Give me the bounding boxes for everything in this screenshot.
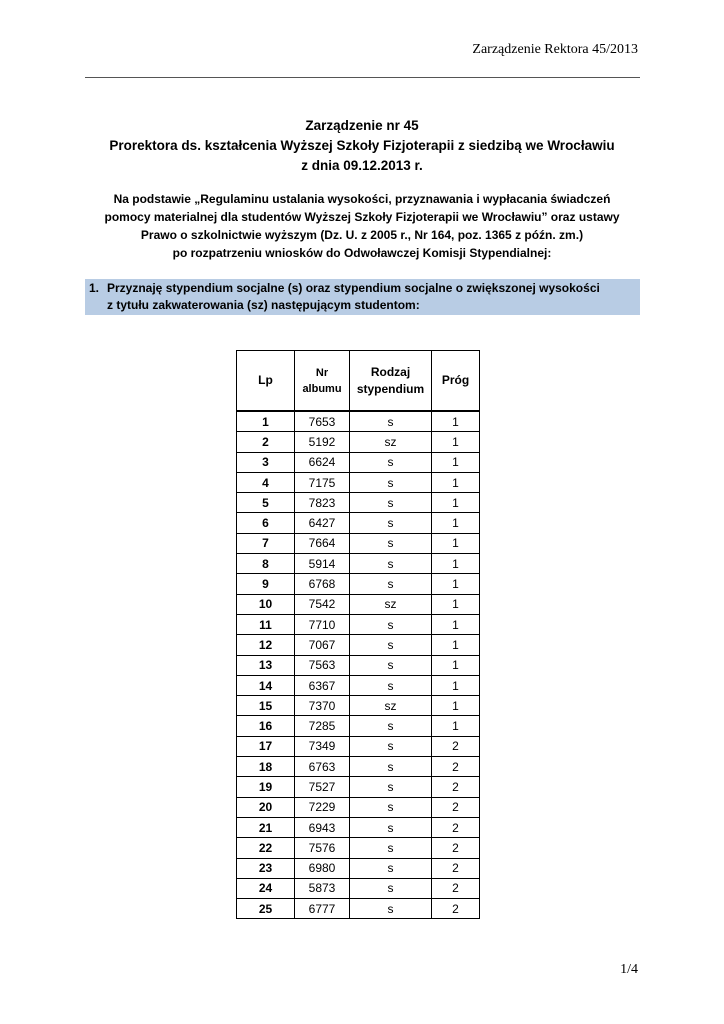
cell-prog: 1 — [432, 696, 480, 716]
title-line-3: z dnia 09.12.2013 r. — [301, 158, 423, 173]
legal-basis — [0, 190, 724, 262]
cell-nr-albumu: 6768 — [295, 574, 350, 594]
cell-rodzaj: sz — [350, 594, 432, 614]
cell-nr-albumu: 7542 — [295, 594, 350, 614]
cell-nr-albumu: 7653 — [295, 411, 350, 432]
table-row — [237, 432, 480, 452]
basis-line-4: po rozpatrzeniu wniosków do Odwoławczej Komisji Stypendialnej: — [172, 246, 552, 260]
cell-rodzaj: s — [350, 513, 432, 533]
cell-lp: 22 — [237, 838, 295, 858]
cell-lp: 6 — [237, 513, 295, 533]
cell-prog: 1 — [432, 675, 480, 695]
cell-prog: 1 — [432, 411, 480, 432]
cell-nr-albumu: 7349 — [295, 736, 350, 756]
cell-lp: 8 — [237, 554, 295, 574]
section-line-2: z tytułu zakwaterowania (sz) następującym studentom: — [107, 298, 420, 312]
cell-rodzaj: s — [350, 655, 432, 675]
cell-nr-albumu: 5192 — [295, 432, 350, 452]
cell-lp: 21 — [237, 817, 295, 837]
cell-nr-albumu: 7576 — [295, 838, 350, 858]
cell-nr-albumu: 7710 — [295, 614, 350, 634]
cell-prog: 1 — [432, 513, 480, 533]
cell-nr-albumu: 7175 — [295, 472, 350, 492]
cell-nr-albumu: 7067 — [295, 635, 350, 655]
header-rodzaj-line2: stypendium — [356, 381, 425, 396]
cell-prog: 1 — [432, 594, 480, 614]
cell-lp: 15 — [237, 696, 295, 716]
cell-prog: 1 — [432, 493, 480, 513]
table-row — [237, 655, 480, 675]
cell-lp: 7 — [237, 533, 295, 553]
cell-nr-albumu: 7563 — [295, 655, 350, 675]
cell-rodzaj: s — [350, 736, 432, 756]
cell-rodzaj: s — [350, 574, 432, 594]
cell-prog: 2 — [432, 817, 480, 837]
cell-nr-albumu: 6943 — [295, 817, 350, 837]
table-body — [237, 411, 480, 919]
document-title — [0, 116, 724, 176]
cell-prog: 1 — [432, 533, 480, 553]
cell-prog: 1 — [432, 614, 480, 634]
table-row — [237, 574, 480, 594]
table-row — [237, 614, 480, 634]
cell-lp: 4 — [237, 472, 295, 492]
header-nr-line1: Nr — [315, 366, 329, 379]
cell-nr-albumu: 6624 — [295, 452, 350, 472]
basis-line-3: Prawo o szkolnictwie wyższym (Dz. U. z 2005 r., Nr 164, poz. 1365 z późn. zm.) — [140, 228, 584, 242]
cell-rodzaj: s — [350, 757, 432, 777]
cell-prog: 1 — [432, 655, 480, 675]
title-line-1: Zarządzenie nr 45 — [305, 118, 419, 133]
cell-nr-albumu: 7527 — [295, 777, 350, 797]
table-row — [237, 858, 480, 878]
header-nr-albumu — [295, 351, 350, 412]
cell-nr-albumu: 6980 — [295, 858, 350, 878]
table-row — [237, 716, 480, 736]
table-row — [237, 878, 480, 898]
table-header-row — [237, 351, 480, 412]
cell-nr-albumu: 5873 — [295, 878, 350, 898]
cell-lp: 24 — [237, 878, 295, 898]
cell-lp: 9 — [237, 574, 295, 594]
header-nr-line2: albumu — [302, 382, 342, 395]
page-number: 1/4 — [620, 962, 638, 977]
cell-rodzaj: s — [350, 858, 432, 878]
cell-nr-albumu: 6763 — [295, 757, 350, 777]
cell-prog: 2 — [432, 757, 480, 777]
cell-rodzaj: s — [350, 899, 432, 919]
table-row — [237, 554, 480, 574]
table-row — [237, 452, 480, 472]
cell-lp: 23 — [237, 858, 295, 878]
cell-rodzaj: s — [350, 777, 432, 797]
cell-rodzaj: s — [350, 411, 432, 432]
title-line-2: Prorektora ds. kształcenia Wyższej Szkoły Fizjoterapii z siedzibą we Wrocławiu — [109, 138, 615, 153]
table-row — [237, 594, 480, 614]
table-row — [237, 472, 480, 492]
table-row — [237, 757, 480, 777]
cell-lp: 25 — [237, 899, 295, 919]
cell-prog: 2 — [432, 838, 480, 858]
header-rodzaj-line1: Rodzaj — [370, 364, 411, 379]
basis-line-2: pomocy materialnej dla studentów Wyższej Szkoły Fizjoterapii we Wrocławiu” oraz ustawy — [104, 210, 620, 224]
cell-nr-albumu: 6427 — [295, 513, 350, 533]
table-row — [237, 696, 480, 716]
cell-nr-albumu: 7823 — [295, 493, 350, 513]
cell-rodzaj: s — [350, 878, 432, 898]
cell-prog: 1 — [432, 432, 480, 452]
cell-rodzaj: s — [350, 635, 432, 655]
cell-rodzaj: s — [350, 716, 432, 736]
table-row — [237, 736, 480, 756]
cell-lp: 16 — [237, 716, 295, 736]
header-rodzaj — [350, 351, 432, 412]
cell-nr-albumu: 7229 — [295, 797, 350, 817]
cell-nr-albumu: 6367 — [295, 675, 350, 695]
cell-prog: 2 — [432, 899, 480, 919]
cell-prog: 1 — [432, 635, 480, 655]
cell-rodzaj: s — [350, 533, 432, 553]
cell-lp: 1 — [237, 411, 295, 432]
cell-rodzaj: s — [350, 797, 432, 817]
table-row — [237, 493, 480, 513]
cell-prog: 2 — [432, 736, 480, 756]
cell-nr-albumu: 6777 — [295, 899, 350, 919]
section-line-1: Przyznaję stypendium socjalne (s) oraz stypendium socjalne o zwiększonej wysokości — [107, 281, 600, 295]
header-prog: Próg — [432, 351, 480, 412]
cell-nr-albumu: 5914 — [295, 554, 350, 574]
cell-rodzaj: s — [350, 493, 432, 513]
cell-lp: 10 — [237, 594, 295, 614]
cell-nr-albumu: 7370 — [295, 696, 350, 716]
cell-rodzaj: s — [350, 554, 432, 574]
table-row — [237, 797, 480, 817]
cell-prog: 1 — [432, 554, 480, 574]
cell-lp: 18 — [237, 757, 295, 777]
cell-rodzaj: s — [350, 675, 432, 695]
cell-prog: 2 — [432, 797, 480, 817]
section-number: 1. — [89, 281, 100, 295]
cell-lp: 13 — [237, 655, 295, 675]
cell-lp: 2 — [237, 432, 295, 452]
cell-lp: 12 — [237, 635, 295, 655]
cell-lp: 5 — [237, 493, 295, 513]
cell-lp: 14 — [237, 675, 295, 695]
cell-lp: 20 — [237, 797, 295, 817]
section-1-heading — [85, 279, 640, 315]
cell-rodzaj: sz — [350, 696, 432, 716]
cell-prog: 1 — [432, 472, 480, 492]
table-row — [237, 899, 480, 919]
scholarship-table — [236, 350, 480, 919]
table-row — [237, 635, 480, 655]
cell-nr-albumu: 7285 — [295, 716, 350, 736]
cell-prog: 1 — [432, 716, 480, 736]
table-row — [237, 838, 480, 858]
basis-line-1: Na podstawie „Regulaminu ustalania wysokości, przyznawania i wypłacania świadczeń — [113, 192, 611, 206]
cell-prog: 2 — [432, 858, 480, 878]
table-row — [237, 411, 480, 432]
table-row — [237, 675, 480, 695]
header-divider — [85, 77, 640, 78]
cell-rodzaj: s — [350, 614, 432, 634]
cell-prog: 1 — [432, 452, 480, 472]
cell-rodzaj: s — [350, 452, 432, 472]
cell-prog: 1 — [432, 574, 480, 594]
table-row — [237, 777, 480, 797]
cell-lp: 3 — [237, 452, 295, 472]
table-row — [237, 513, 480, 533]
cell-lp: 19 — [237, 777, 295, 797]
table-row — [237, 533, 480, 553]
cell-rodzaj: s — [350, 838, 432, 858]
cell-nr-albumu: 7664 — [295, 533, 350, 553]
cell-lp: 17 — [237, 736, 295, 756]
cell-rodzaj: s — [350, 472, 432, 492]
page-header: Zarządzenie Rektora 45/2013 — [472, 42, 638, 57]
cell-prog: 2 — [432, 777, 480, 797]
header-lp: Lp — [237, 351, 295, 412]
cell-rodzaj: sz — [350, 432, 432, 452]
cell-prog: 2 — [432, 878, 480, 898]
cell-rodzaj: s — [350, 817, 432, 837]
table-row — [237, 817, 480, 837]
cell-lp: 11 — [237, 614, 295, 634]
